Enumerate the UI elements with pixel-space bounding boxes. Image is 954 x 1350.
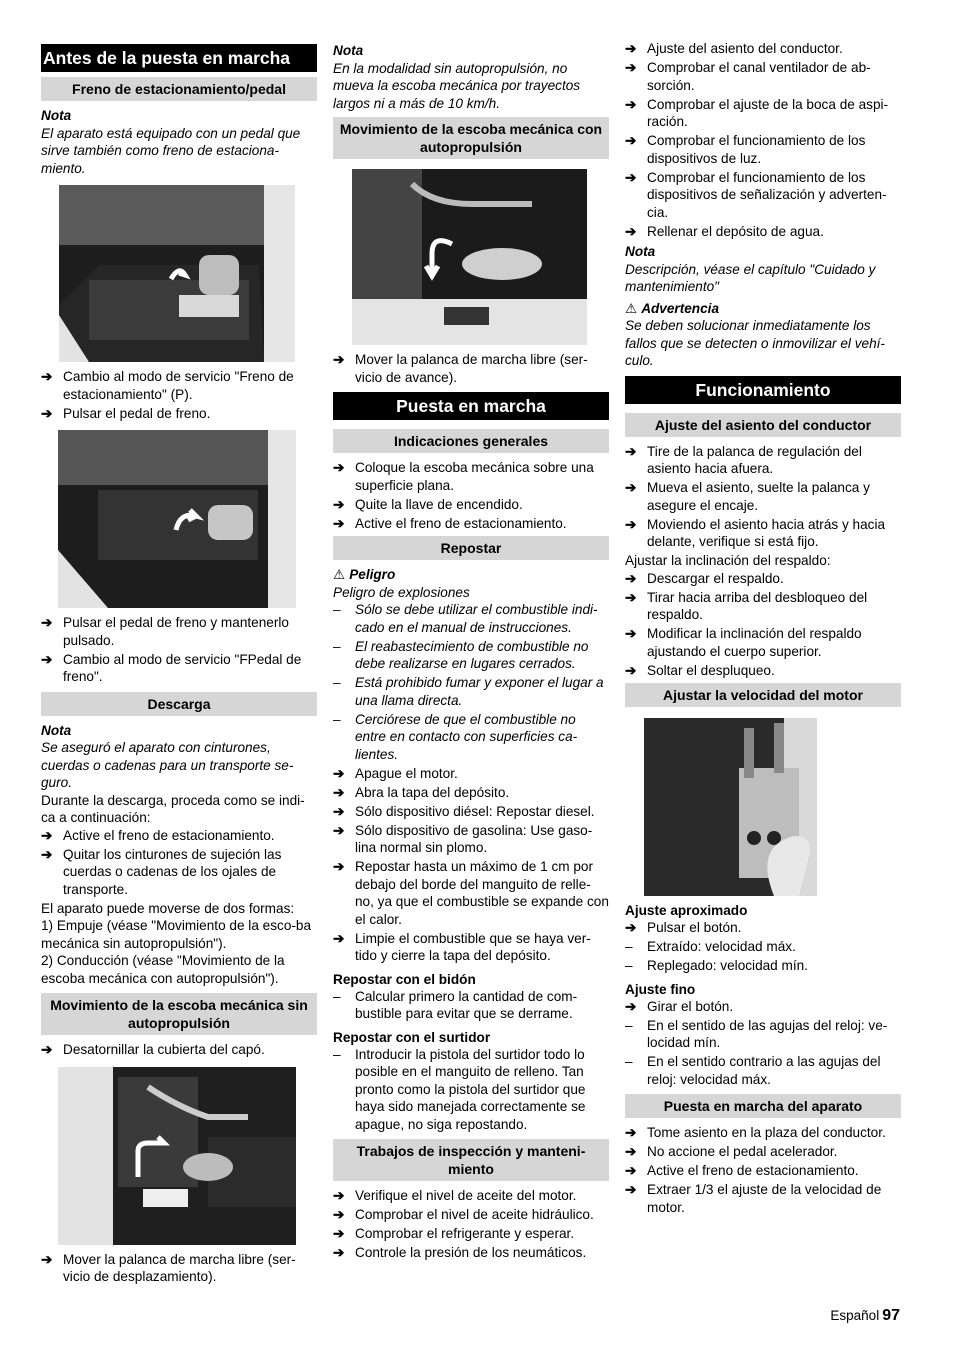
dash-item (625, 938, 901, 956)
subheading-velocidad: Ajustar la velocidad del motor (625, 683, 901, 707)
item-text: Abra la tapa del depósito. (355, 784, 510, 800)
arrow-right-icon: ➔ (625, 1163, 637, 1178)
photo-freewheel-lever (352, 169, 587, 345)
descarga-note-text: Se aseguró el aparato con cinturones, cuerdas o cadenas para un transporte se-guro. (41, 740, 294, 790)
arrow-right-icon: ➔ (333, 1226, 345, 1241)
descarga-intro: Durante la descarga, proceda como se indi-ca a continuación: (41, 792, 305, 825)
step-item (625, 625, 901, 660)
item-text: Girar el botón. (647, 998, 734, 1014)
item-text: Tirar hacia arriba del desbloqueo del respaldo. (647, 589, 868, 622)
subheading-trabajos: Trabajos de inspección y manteni-miento (333, 1139, 609, 1181)
step-item (333, 784, 609, 802)
step-item (625, 1124, 901, 1142)
warning-triangle-icon: ⚠ (625, 300, 638, 316)
descarga-note-label: Nota (41, 722, 72, 738)
dash-marker: – (625, 1054, 633, 1069)
arrow-right-icon: ➔ (333, 515, 345, 531)
col2-note-label: Nota (333, 43, 364, 58)
dash-item (625, 1017, 901, 1052)
item-text: Rellenar el depósito de agua. (647, 223, 824, 239)
item-text: Extraído: velocidad máx. (647, 939, 796, 954)
arrow-right-icon: ➔ (41, 846, 53, 862)
step-item (333, 1225, 609, 1243)
item-text: Quitar los cinturones de sujeción las cuerdas o cadenas de los ojales de transporte. (63, 846, 282, 897)
note-text: El aparato está equipado con un pedal que sirve también como freno de estaciona-miento. (41, 125, 301, 176)
arrow-right-icon: ➔ (625, 516, 637, 532)
dash-marker: – (625, 1017, 633, 1033)
step-item (41, 1041, 317, 1059)
step-item (333, 515, 609, 533)
step-item (625, 1143, 901, 1161)
dash-item (333, 1046, 609, 1134)
arrow-right-icon: ➔ (625, 626, 637, 641)
warning-label: ⚠ Advertencia (625, 300, 720, 316)
step-item (625, 570, 901, 588)
item-text: Comprobar el refrigerante y esperar. (355, 1226, 575, 1241)
step-item (625, 662, 901, 680)
arrow-right-icon: ➔ (625, 662, 637, 678)
item-text: En el sentido de las agujas del reloj: ve-locidad mín. (647, 1017, 888, 1050)
step-item (333, 1206, 609, 1224)
arrow-right-icon: ➔ (333, 1245, 345, 1260)
item-text: Apague el motor. (355, 765, 458, 781)
item-text: Modificar la inclinación del respaldo ajustando el cuerpo superior. (647, 626, 862, 659)
danger-label: ⚠ Peligro (333, 567, 396, 582)
step-item (41, 1251, 317, 1286)
item-text: Replegado: velocidad mín. (647, 958, 808, 973)
subheading-indicaciones: Indicaciones generales (333, 429, 609, 453)
col3-note-text: Descripción, véase el capítulo "Cuidado y mantenimiento" (625, 261, 876, 294)
step-item (625, 589, 901, 624)
dash-item (333, 988, 609, 1023)
step-item (41, 846, 317, 899)
step-item (333, 822, 609, 857)
arrow-right-icon: ➔ (333, 460, 345, 475)
step-item (625, 998, 901, 1016)
step-item (333, 1187, 609, 1205)
step-item (333, 803, 609, 821)
arrow-right-icon: ➔ (625, 570, 637, 586)
item-text: Controle la presión de los neumáticos. (355, 1245, 587, 1260)
step-item (333, 765, 609, 783)
col2-note-text: En la modalidad sin autopropulsión, no mueva la escoba mecánica por trayectos largos ni a más de 10 km/h. (333, 60, 581, 111)
arrow-right-icon: ➔ (625, 920, 637, 935)
step-item (41, 614, 317, 649)
page-footer (830, 1307, 900, 1325)
item-text: Introducir la pistola del surtidor todo lo posible en el manguito de relleno. Tan pronto como la pistola del surtidor que haya sido manejada correctamente se apague, no siga repostando. (355, 1046, 586, 1132)
arrow-right-icon: ➔ (625, 589, 637, 605)
mover-option-2: 2) Conducción (véase "Movimiento de la escoba mecánica con autopropulsión"). (41, 953, 285, 986)
item-text: Comprobar el ajuste de la boca de aspi-ración. (647, 96, 889, 129)
item-text: Calcular primero la cantidad de com-bustible para evitar que se derrame. (355, 988, 578, 1021)
subheading-sin-autopropulsion: Movimiento de la escoba mecánica sin autopropulsión (41, 993, 317, 1035)
arrow-right-icon: ➔ (41, 651, 53, 667)
subheading-con-autopropulsion: Movimiento de la escoba mecánica con autopropulsión (333, 117, 609, 159)
arrow-right-icon: ➔ (625, 998, 637, 1014)
step-item (625, 1181, 901, 1216)
photo-speed-knob (644, 718, 817, 896)
item-text: Verifique el nivel de aceite del motor. (355, 1188, 577, 1203)
dash-item (333, 711, 609, 764)
arrow-right-icon: ➔ (625, 96, 637, 112)
section-title-antes: Antes de la puesta en marcha (41, 44, 317, 72)
step-item (41, 827, 317, 845)
subheading-aproximado: Ajuste aproximado (625, 903, 748, 918)
item-text: Cambio al modo de servicio "FPedal de freno". (63, 651, 302, 684)
arrow-right-icon: ➔ (625, 133, 637, 148)
subheading-freno: Freno de estacionamiento/pedal (41, 77, 317, 101)
item-text: Comprobar el funcionamiento de los dispositivos de señalización y adverten-cia. (647, 169, 887, 220)
item-text: Soltar el despluqueo. (647, 662, 775, 678)
item-text: Extraer 1/3 el ajuste de la velocidad de motor. (647, 1182, 882, 1215)
item-text: Pulsar el pedal de freno y mantenerlo pulsado. (63, 615, 289, 648)
arrow-right-icon: ➔ (333, 1188, 345, 1203)
arrow-right-icon: ➔ (41, 1251, 53, 1267)
item-text: Comprobar el nivel de aceite hidráulico. (355, 1207, 594, 1222)
step-item (625, 919, 901, 937)
arrow-right-icon: ➔ (333, 930, 345, 946)
arrow-right-icon: ➔ (333, 822, 345, 838)
arrow-right-icon: ➔ (625, 443, 637, 459)
step-item (333, 351, 609, 386)
arrow-right-icon: ➔ (333, 803, 345, 819)
item-text: Quite la llave de encendido. (355, 496, 523, 512)
dash-marker: – (625, 958, 633, 973)
step-item (41, 405, 317, 423)
arrow-right-icon: ➔ (625, 1182, 637, 1197)
item-text: No accione el pedal acelerador. (647, 1144, 838, 1159)
page-number: 97 (882, 1307, 900, 1324)
arrow-right-icon: ➔ (625, 1125, 637, 1140)
note-label: Nota (41, 108, 72, 123)
item-text: El reabastecimiento de combustible no debe realizarse en lugares cerrados. (355, 638, 589, 671)
arrow-right-icon: ➔ (333, 1207, 345, 1222)
mover-option-1: 1) Empuje (véase "Movimiento de la esco-ba mecánica sin autopropulsión"). (41, 918, 312, 951)
respaldo-intro: Ajustar la inclinación del respaldo: (625, 553, 831, 568)
dash-item (625, 1053, 901, 1088)
item-text: Mover la palanca de marcha libre (ser-vicio de avance). (355, 352, 588, 385)
footer-language: Español (830, 1308, 880, 1323)
section-title-funcionamiento: Funcionamiento (625, 376, 901, 404)
subheading-puesta-aparato: Puesta en marcha del aparato (625, 1094, 901, 1118)
step-item (625, 96, 901, 131)
step-item (333, 459, 609, 494)
item-text: Cerciórese de que el combustible no entre en contacto con superficies ca-lientes. (355, 711, 578, 762)
step-item (625, 1162, 901, 1180)
item-text: Cambio al modo de servicio "Freno de estacionamiento" (P). (63, 369, 294, 402)
mover-intro: El aparato puede moverse de dos formas: (41, 900, 295, 916)
dash-marker: – (333, 602, 341, 617)
dash-item (333, 638, 609, 673)
arrow-right-icon: ➔ (41, 615, 53, 630)
arrow-right-icon: ➔ (333, 859, 345, 874)
arrow-right-icon: ➔ (333, 496, 345, 512)
photo-hood-cover (58, 1067, 296, 1245)
item-text: Comprobar el canal ventilador de ab-sorción. (647, 60, 871, 93)
item-text: Coloque la escoba mecánica sobre una superficie plana. (355, 460, 594, 493)
arrow-right-icon: ➔ (41, 1042, 53, 1057)
column-2 (333, 42, 609, 1263)
item-text: Sólo dispositivo de gasolina: Use gaso-lina normal sin plomo. (355, 822, 593, 855)
arrow-right-icon: ➔ (333, 784, 345, 800)
dash-marker: – (333, 675, 341, 690)
photo-brake-pedal-2 (58, 430, 296, 608)
arrow-right-icon: ➔ (333, 765, 345, 781)
column-1 (41, 40, 317, 1287)
item-text: En el sentido contrario a las agujas del reloj: velocidad máx. (647, 1054, 881, 1087)
item-text: Tome asiento en la plaza del conductor. (647, 1125, 886, 1140)
warning-text: Se deben solucionar inmediatamente los fallos que se detecten o inmovilizar el vehí-culo. (625, 318, 885, 368)
step-item (333, 1244, 609, 1262)
section-title-puesta: Puesta en marcha (333, 392, 609, 420)
step-item (41, 651, 317, 686)
item-text: Descargar el respaldo. (647, 570, 784, 586)
dash-marker: – (625, 939, 633, 954)
warning-triangle-icon: ⚠ (333, 567, 346, 582)
arrow-right-icon: ➔ (625, 1144, 637, 1159)
subheading-fino: Ajuste fino (625, 981, 696, 997)
item-text: Mueva el asiento, suelte la palanca y asegure el encaje. (647, 480, 870, 513)
item-text: Active el freno de estacionamiento. (647, 1163, 859, 1178)
item-text: Pulsar el pedal de freno. (63, 405, 211, 421)
danger-text: Peligro de explosiones (333, 584, 470, 600)
dash-marker: – (333, 638, 341, 654)
arrow-right-icon: ➔ (41, 827, 53, 843)
dash-item (625, 957, 901, 975)
step-item (333, 496, 609, 514)
photo-brake-pedal-1 (59, 185, 295, 362)
step-item (625, 169, 901, 222)
subheading-asiento: Ajuste del asiento del conductor (625, 413, 901, 437)
column-3 (625, 40, 901, 1218)
step-item (625, 132, 901, 167)
arrow-right-icon: ➔ (625, 480, 637, 495)
arrow-right-icon: ➔ (625, 41, 637, 56)
step-item (625, 40, 901, 58)
dash-item (333, 674, 609, 709)
dash-item (333, 601, 609, 636)
step-item (333, 930, 609, 965)
arrow-right-icon: ➔ (41, 405, 53, 421)
item-text: Comprobar el funcionamiento de los dispositivos de luz. (647, 133, 866, 166)
step-item (625, 516, 901, 551)
item-text: Tire de la palanca de regulación del asiento hacia afuera. (647, 443, 862, 476)
item-text: Active el freno de estacionamiento. (355, 515, 567, 531)
dash-marker: – (333, 1046, 341, 1062)
item-text: Limpie el combustible que se haya ver-tido y cierre la tapa del depósito. (355, 930, 591, 963)
item-text: Está prohibido fumar y exponer el lugar a una llama directa. (355, 675, 604, 708)
item-text: Mover la palanca de marcha libre (ser-vicio de desplazamiento). (63, 1251, 296, 1284)
item-text: Sólo se debe utilizar el combustible indi-cado en el manual de instrucciones. (355, 602, 598, 635)
subheading-descarga: Descarga (41, 692, 317, 716)
step-item (625, 59, 901, 94)
subheading-bidon: Repostar con el bidón (333, 971, 476, 987)
step-item (41, 368, 317, 403)
item-text: Repostar hasta un máximo de 1 cm por debajo del borde del manguito de relle-no, ya que el combustible se expande con el calor. (355, 859, 609, 927)
arrow-right-icon: ➔ (625, 223, 637, 239)
arrow-right-icon: ➔ (41, 369, 53, 384)
step-item (625, 223, 901, 241)
step-item (333, 858, 609, 928)
dash-marker: – (333, 711, 341, 727)
item-text: Desatornillar la cubierta del capó. (63, 1042, 265, 1057)
item-text: Pulsar el botón. (647, 920, 742, 935)
arrow-right-icon: ➔ (625, 169, 637, 185)
step-item (625, 479, 901, 514)
subheading-repostar: Repostar (333, 536, 609, 560)
subheading-surtidor: Repostar con el surtidor (333, 1029, 491, 1045)
col3-note-label: Nota (625, 244, 656, 259)
step-item (625, 443, 901, 478)
item-text: Active el freno de estacionamiento. (63, 827, 275, 843)
dash-marker: – (333, 988, 341, 1004)
item-text: Sólo dispositivo diésel: Repostar diesel. (355, 803, 595, 819)
item-text: Ajuste del asiento del conductor. (647, 41, 843, 56)
item-text: Moviendo el asiento hacia atrás y hacia delante, verifique si está fijo. (647, 516, 886, 549)
arrow-right-icon: ➔ (333, 352, 345, 367)
arrow-right-icon: ➔ (625, 60, 637, 75)
